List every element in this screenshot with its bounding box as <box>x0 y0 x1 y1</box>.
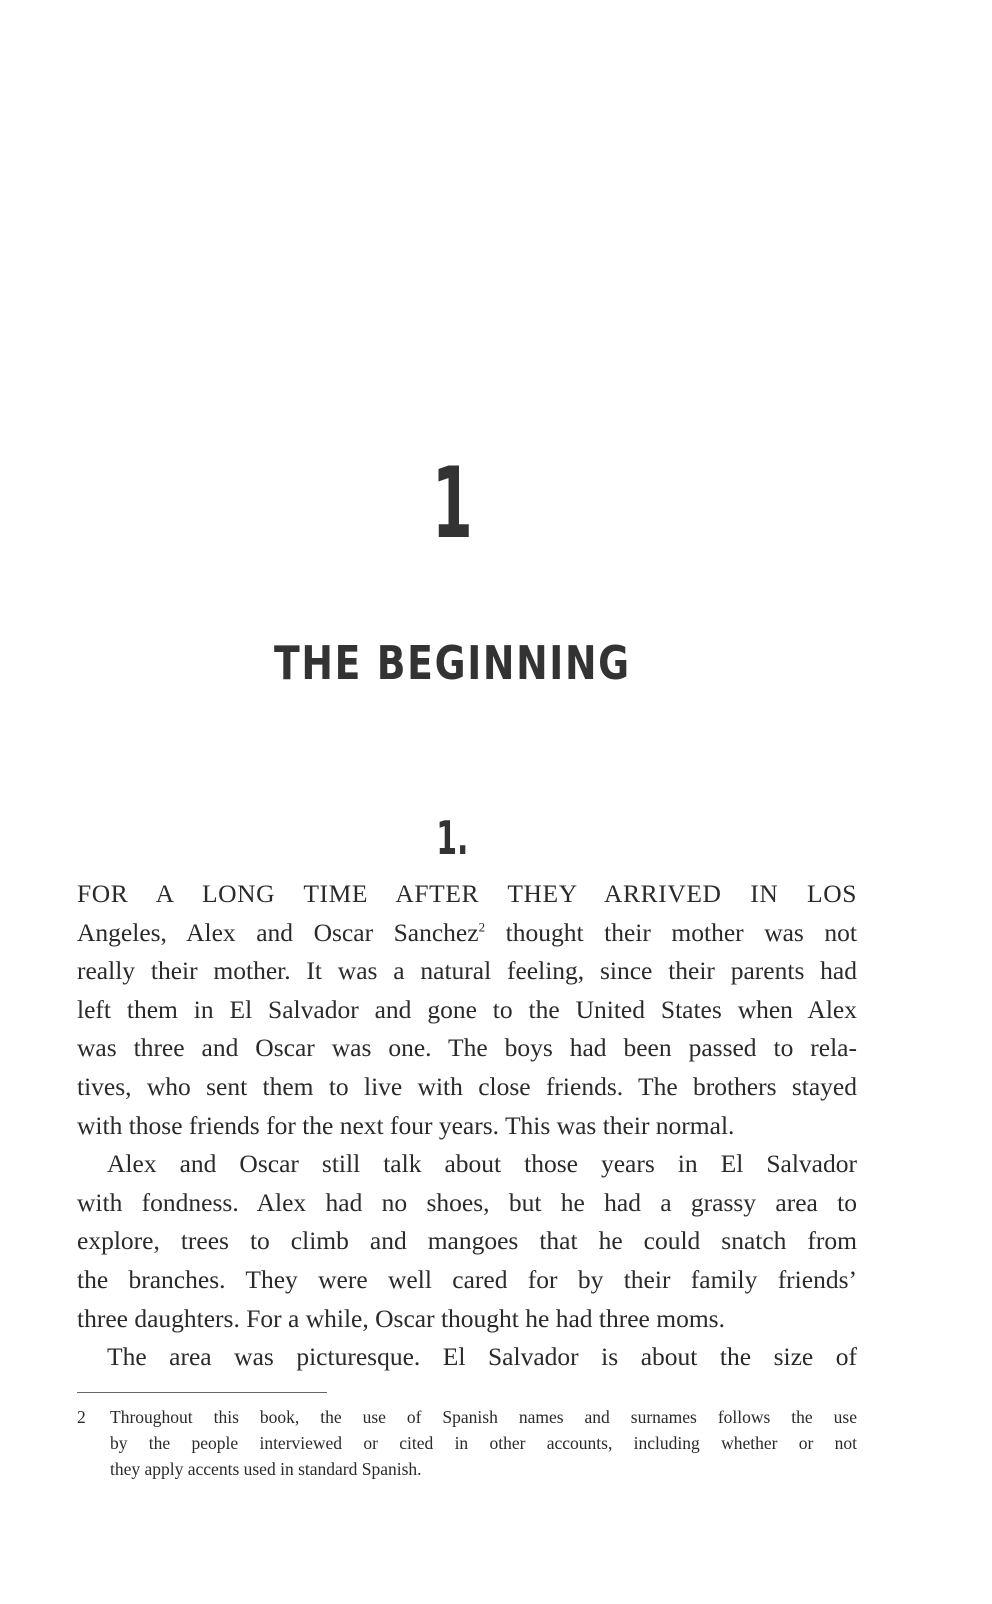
paragraph-2-line-5: three daughters. For a while, Oscar thought he had three moms. <box>77 1303 725 1333</box>
footnote-line-2: by the people interviewed or cited in other accounts, including whether or not <box>110 1433 857 1453</box>
paragraph-2-line-2: with fondness. Alex had no shoes, but he had a grassy area to <box>77 1187 857 1217</box>
footnote-line-1: Throughout this book, the use of Spanish names and surnames follows the use <box>110 1407 857 1427</box>
paragraph-1-line-2 <box>77 914 857 953</box>
section-number: 1. <box>436 811 469 865</box>
paragraph-1-line-1: FOR A LONG TIME AFTER THEY ARRIVED IN LOS <box>77 879 857 908</box>
footnote-reference: 2 <box>478 919 486 935</box>
paragraph-1 <box>77 875 857 1145</box>
paragraph-1-line-7: with those friends for the next four years. This was their normal. <box>77 1110 735 1140</box>
footnote-text <box>110 1404 857 1482</box>
paragraph-1-line-5: was three and Oscar was one. The boys had been passed to rela- <box>77 1033 857 1063</box>
paragraph-1-line-3: really their mother. It was a natural feeling, since their parents had <box>77 956 857 986</box>
chapter-number: 1 <box>431 447 473 561</box>
footnote-line-3: they apply accents used in standard Spanish. <box>110 1459 422 1479</box>
paragraph-3 <box>77 1338 857 1377</box>
paragraph-3-line-1: The area was picturesque. El Salvador is about the size of <box>107 1342 857 1372</box>
paragraph-1-line-2-head: Angeles, Alex and Oscar Sanchez <box>77 917 479 947</box>
footnote-marker: 2 <box>77 1407 86 1427</box>
paragraph-1-line-2-tail: thought their mother was not <box>485 917 857 947</box>
paragraph-2-line-4: the branches. They were well cared for by their family friends’ <box>77 1264 857 1294</box>
footnote <box>77 1404 857 1482</box>
footnote-divider <box>77 1392 327 1393</box>
paragraph-1-line-4: left them in El Salvador and gone to the United States when Alex <box>77 994 857 1024</box>
paragraph-2 <box>77 1145 857 1338</box>
body-text <box>77 875 857 1377</box>
chapter-title: THE BEGINNING <box>274 636 631 690</box>
paragraph-2-line-3: explore, trees to climb and mangoes that he could snatch from <box>77 1226 857 1256</box>
paragraph-1-line-6: tives, who sent them to live with close friends. The brothers stayed <box>77 1071 857 1101</box>
paragraph-2-line-1: Alex and Oscar still talk about those years in El Salvador <box>107 1149 857 1179</box>
